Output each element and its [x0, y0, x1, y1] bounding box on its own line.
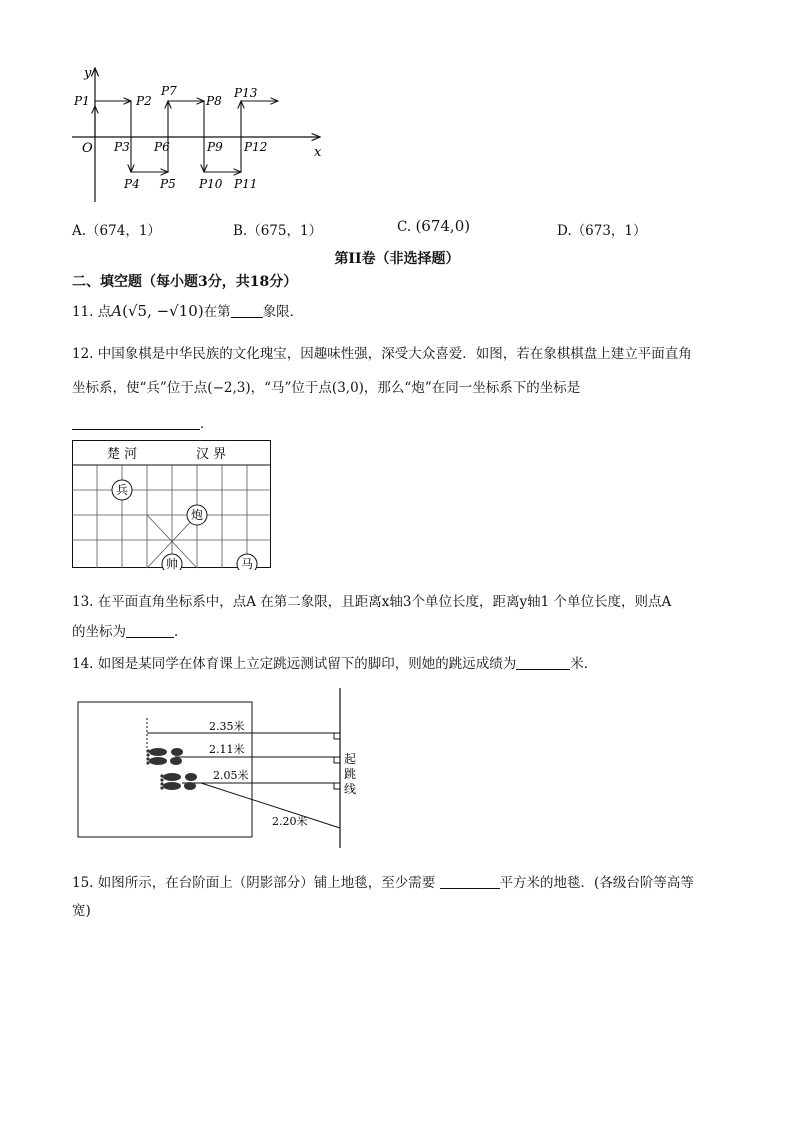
chess-header-right: 汉 界 — [196, 447, 227, 462]
option-c[interactable]: C. (674,0) — [397, 217, 471, 235]
point-label: P7 — [161, 84, 177, 98]
answer-blank-14[interactable] — [516, 655, 570, 670]
question-12-line1: 12. 中国象棋是中华民族的文化瑰宝，因趣味性强，深受大众喜爱．如图，若在象棋棋盘上建立平面直角 — [72, 346, 692, 362]
point-label: P13 — [234, 86, 258, 100]
question-13-line1: 13. 在平面直角坐标系中，点A 在第二象限，且距离x轴3个单位长度，距离y轴1 个单位长度，则点A — [72, 594, 672, 610]
question-12-blank-line: ． — [72, 412, 214, 432]
x-axis-label: x — [314, 145, 322, 160]
option-a[interactable]: A.（674，1） — [72, 223, 161, 239]
long-jump-figure — [72, 688, 372, 850]
point-label: P4 — [124, 177, 140, 191]
chess-board-figure — [72, 440, 272, 570]
point-label: P8 — [206, 94, 222, 108]
answer-blank-12[interactable] — [72, 415, 200, 430]
start-line-label: 起 — [344, 752, 357, 766]
point-label: P11 — [234, 177, 258, 191]
point-label: P5 — [160, 177, 176, 191]
question-11: 11. 点A(√5, −√10)在第 象限． — [72, 302, 304, 320]
piece-bing: 兵 — [115, 483, 129, 497]
answer-blank-13[interactable] — [126, 623, 174, 638]
point-label: P9 — [207, 140, 223, 154]
point-label: P2 — [136, 94, 152, 108]
option-d[interactable]: D.（673，1） — [557, 223, 647, 239]
footprint-icon — [160, 773, 197, 790]
piece-ma: 马 — [240, 557, 254, 570]
point-label: P1 — [74, 94, 90, 108]
point-label: P12 — [244, 140, 268, 154]
start-line-label: 线 — [344, 782, 357, 796]
distance-label: 2.20米 — [272, 815, 308, 828]
origin-label: O — [82, 141, 93, 156]
option-b[interactable]: B.（675，1） — [233, 223, 323, 239]
piece-shuai: 帅 — [165, 557, 179, 570]
section-title: 第II卷（非选择题） — [334, 251, 460, 267]
answer-blank-11[interactable] — [231, 303, 263, 318]
distance-label: 2.35米 — [209, 720, 245, 733]
y-axis-label: y — [84, 66, 92, 81]
part-title: 二、填空题（每小题3分，共18分） — [72, 274, 298, 290]
distance-label: 2.05米 — [213, 769, 249, 782]
question-14: 14. 如图是某同学在体育课上立定跳远测试留下的脚印，则她的跳远成绩为 米． — [72, 656, 598, 672]
question-15-line1: 15. 如图所示，在台阶面上（阴影部分）铺上地毯，至少需要 平方米的地毯．(各级台阶等高等 — [72, 875, 694, 891]
coordinate-path-figure — [64, 62, 334, 208]
question-12-line2: 坐标系，使“兵”位于点(−2,3)，“马”位于点(3,0)，那么“炮”在同一坐标系下的坐标是 — [72, 380, 581, 396]
start-line-label: 跳 — [344, 767, 357, 781]
distance-label: 2.11米 — [209, 743, 245, 756]
point-label: P6 — [154, 140, 170, 154]
question-13-line2: 的坐标为 ． — [72, 624, 188, 640]
point-label: P3 — [114, 140, 130, 154]
piece-pao: 炮 — [190, 508, 204, 522]
question-15-line2: 宽) — [72, 903, 91, 919]
chess-header-left: 楚 河 — [107, 447, 138, 462]
point-label: P10 — [199, 177, 223, 191]
answer-blank-15[interactable] — [440, 874, 500, 889]
